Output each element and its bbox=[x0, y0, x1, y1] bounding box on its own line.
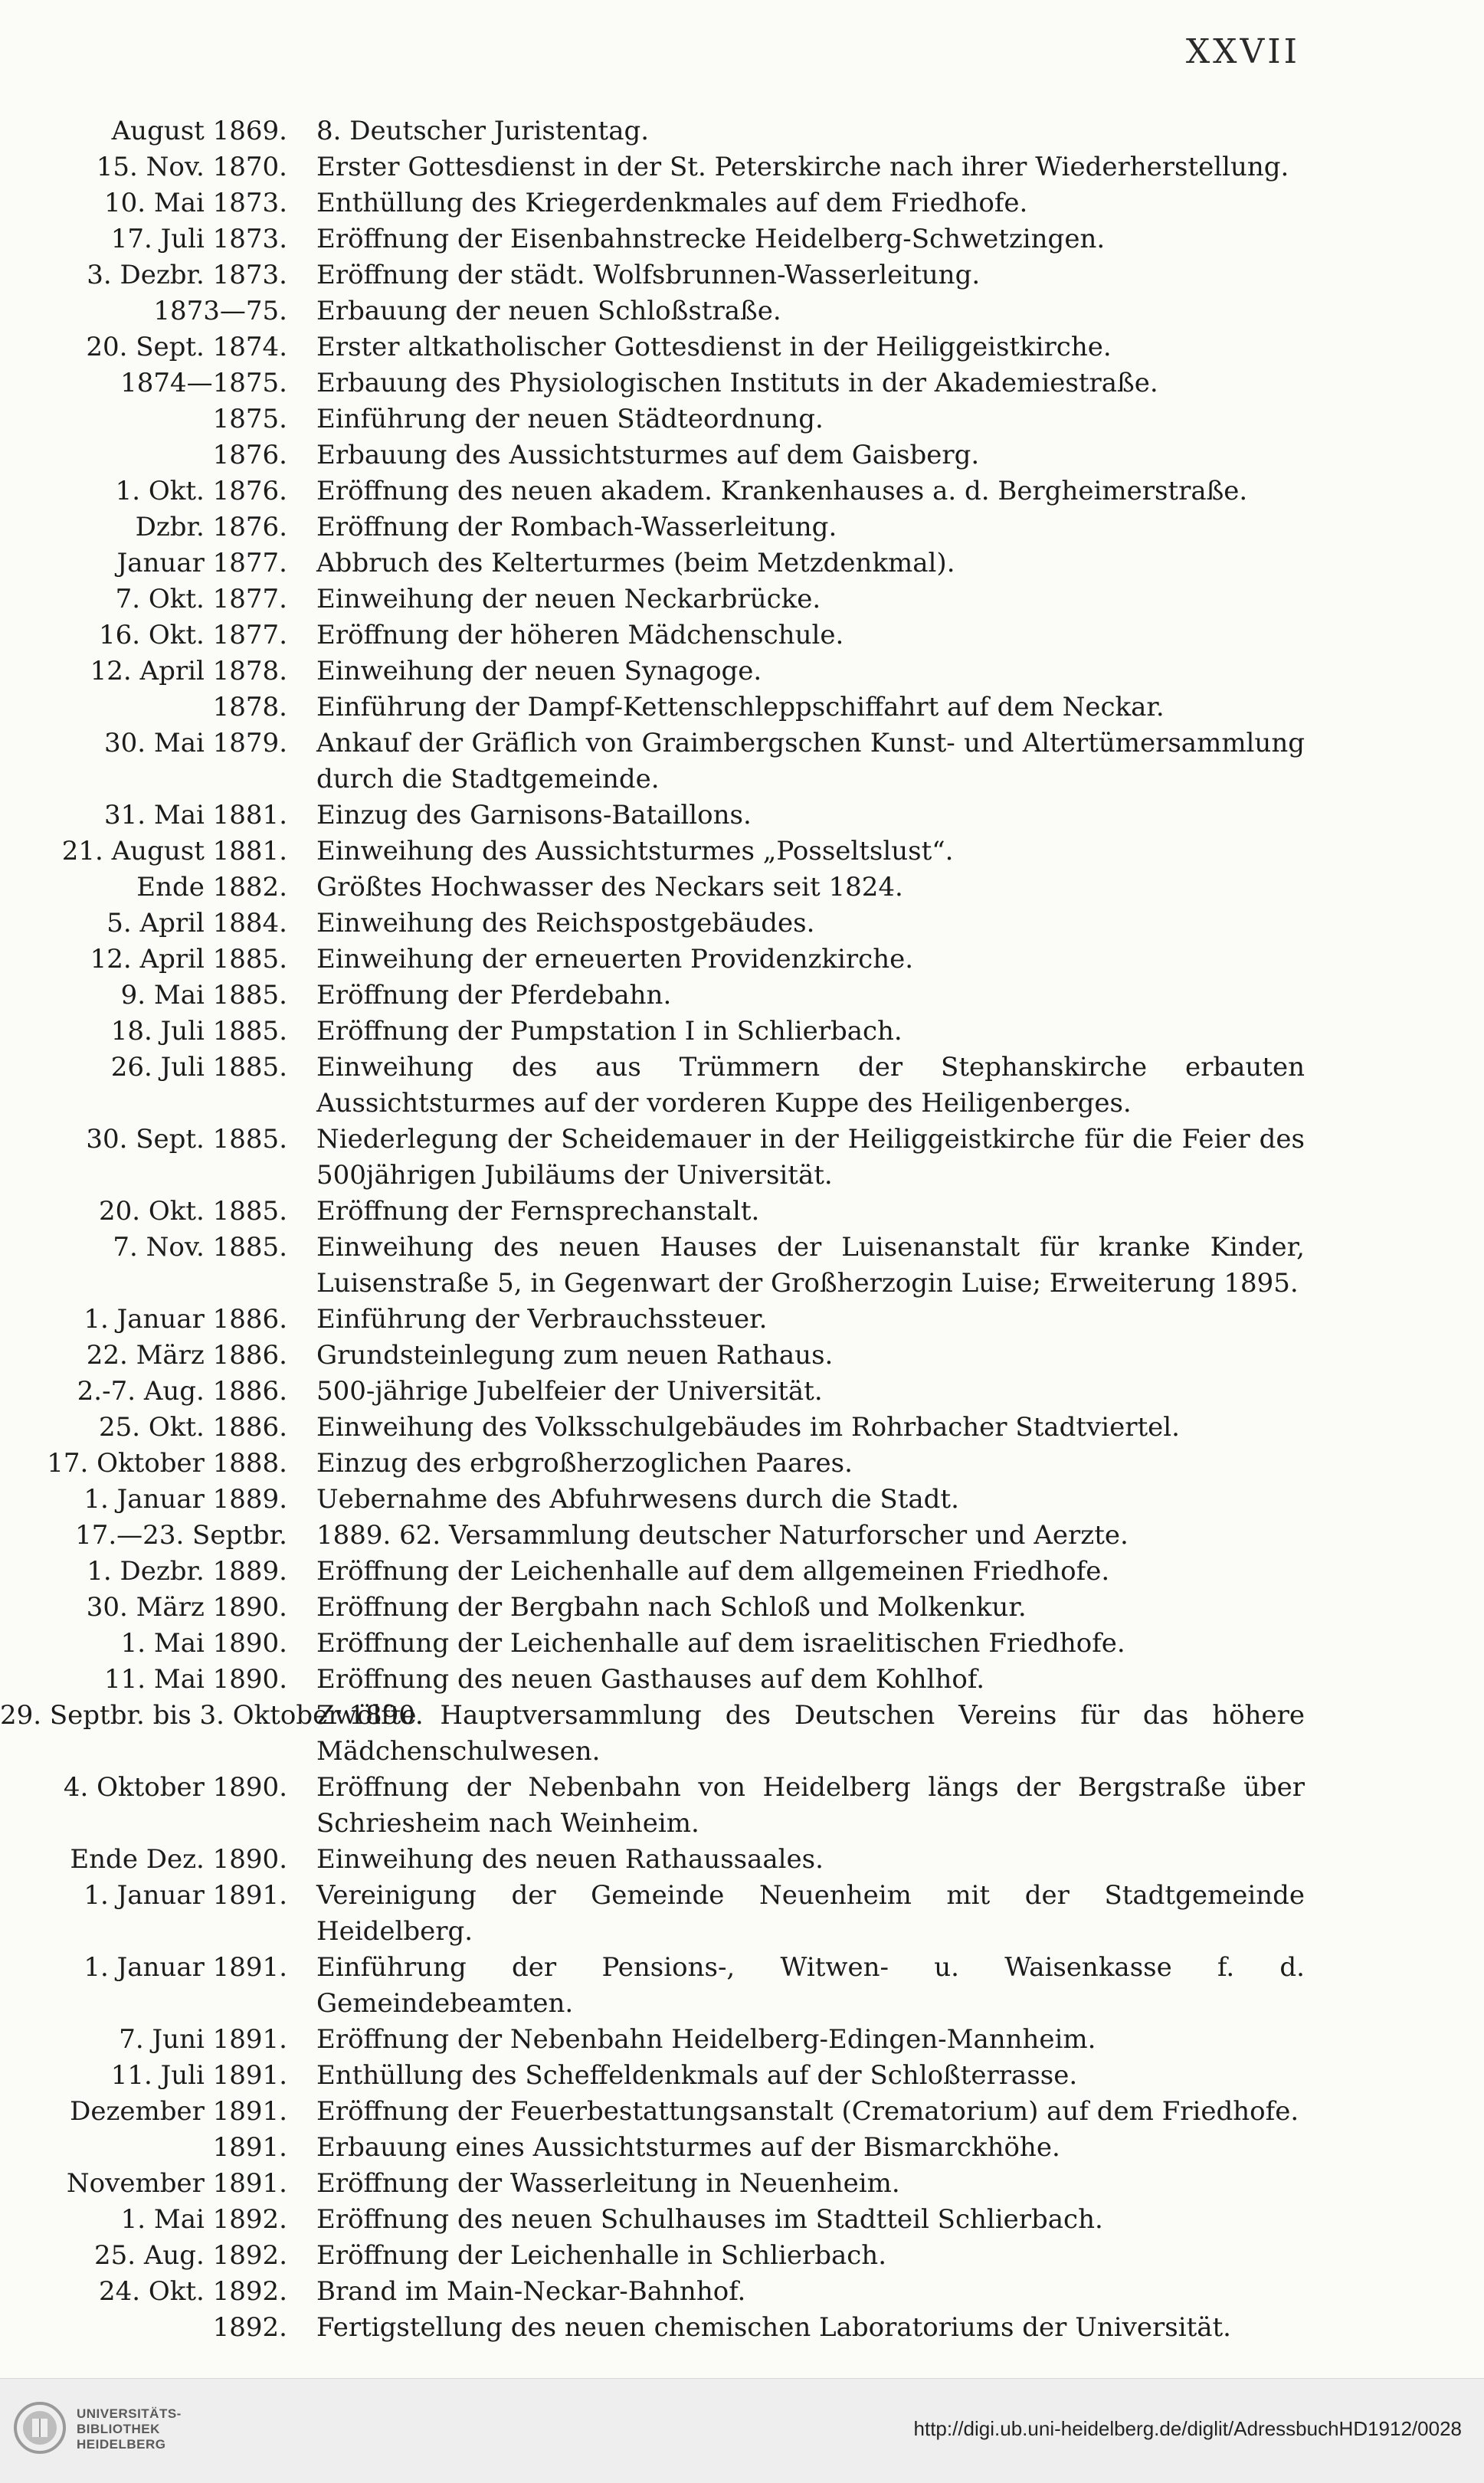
chronicle-entry bbox=[0, 2094, 1484, 2130]
entry-date: 17. Juli 1873. bbox=[110, 224, 287, 254]
entry-text: Eröffnung der Nebenbahn Heidelberg-Edingen-Mannheim. bbox=[316, 2024, 1096, 2055]
chronicle-entry bbox=[0, 221, 1484, 257]
entry-text: Eröffnung der Nebenbahn von Heidelberg längs der Bergstraße über Schriesheim nach Weinheim. bbox=[316, 1772, 1305, 1839]
entry-text: Eröffnung der Feuerbestattungsanstalt (Crematorium) auf dem Friedhofe. bbox=[316, 2096, 1299, 2127]
chronicle-entry bbox=[0, 2310, 1484, 2346]
entry-date: November 1891. bbox=[66, 2168, 287, 2199]
entry-date: 31. Mai 1881. bbox=[104, 800, 287, 830]
chronicle-list bbox=[0, 113, 1484, 2346]
chronicle-entry bbox=[0, 942, 1484, 978]
chronicle-entry bbox=[0, 1554, 1484, 1590]
chronicle-entry bbox=[0, 329, 1484, 365]
chronicle-entry bbox=[0, 690, 1484, 726]
entry-date: 30. Sept. 1885. bbox=[86, 1124, 287, 1155]
entry-text: Eröffnung des neuen Gasthauses auf dem Kohlhof. bbox=[316, 1664, 985, 1695]
chronicle-entry bbox=[0, 870, 1484, 906]
chronicle-entry bbox=[0, 1410, 1484, 1446]
entry-date: 20. Okt. 1885. bbox=[99, 1196, 287, 1227]
entry-text: Enthüllung des Kriegerdenkmales auf dem Friedhofe. bbox=[316, 188, 1028, 218]
chronicle-entry bbox=[0, 1230, 1484, 1302]
library-logo[interactable] bbox=[12, 2399, 185, 2460]
entry-text: Einführung der Pensions-, Witwen- u. Waisenkasse f. d. Gemeindebeamten. bbox=[316, 1952, 1305, 2019]
chronicle-entry bbox=[0, 2166, 1484, 2202]
entry-text: Einführung der neuen Städteordnung. bbox=[316, 404, 824, 434]
entry-text: Grundsteinlegung zum neuen Rathaus. bbox=[316, 1340, 834, 1371]
chronicle-entry bbox=[0, 906, 1484, 942]
page-number: XXVII bbox=[1185, 32, 1300, 71]
chronicle-entry bbox=[0, 2238, 1484, 2274]
entry-text: Eröffnung des neuen akadem. Krankenhauses a. d. Bergheimerstraße. bbox=[316, 476, 1248, 506]
chronicle-entry bbox=[0, 1770, 1484, 1842]
entry-text: Einweihung des Reichspostgebäudes. bbox=[316, 908, 815, 938]
entry-text: Eröffnung der Leichenhalle in Schlierbach. bbox=[316, 2240, 886, 2271]
chronicle-entry bbox=[0, 654, 1484, 690]
entry-date: 10. Mai 1873. bbox=[104, 188, 287, 218]
chronicle-entry bbox=[0, 2274, 1484, 2310]
chronicle-entry bbox=[0, 1626, 1484, 1662]
entry-date: 4. Oktober 1890. bbox=[63, 1772, 287, 1803]
entry-date: Januar 1877. bbox=[116, 548, 287, 578]
entry-text: Eröffnung der Eisenbahnstrecke Heidelberg-Schwetzingen. bbox=[316, 224, 1106, 254]
entry-date: Dzbr. 1876. bbox=[135, 512, 287, 542]
entry-date: 3. Dezbr. 1873. bbox=[87, 260, 287, 290]
entry-text: Einweihung des aus Trümmern der Stephanskirche erbauten Aussichtsturmes auf der vorderen Kuppe des Heiligenberges. bbox=[316, 1052, 1305, 1119]
entry-date: 1876. bbox=[212, 440, 287, 470]
entry-date: 25. Okt. 1886. bbox=[99, 1412, 287, 1443]
chronicle-entry bbox=[0, 1950, 1484, 2022]
chronicle-entry bbox=[0, 2058, 1484, 2094]
entry-date: 16. Okt. 1877. bbox=[99, 620, 287, 650]
entry-date: 1892. bbox=[212, 2312, 287, 2343]
entry-text: Einzug des Garnisons-Bataillons. bbox=[316, 800, 752, 830]
entry-date: 1. Januar 1891. bbox=[84, 1880, 287, 1911]
chronicle-entry bbox=[0, 581, 1484, 617]
chronicle-entry bbox=[0, 1878, 1484, 1950]
source-url-link[interactable]: http://digi.ub.uni-heidelberg.de/diglit/AdressbuchHD1912/0028 bbox=[913, 2417, 1462, 2440]
entry-text: Ankauf der Gräflich von Graimbergschen Kunst- und Altertümersammlung durch die Stadtgemeinde. bbox=[316, 728, 1305, 794]
entry-text: Erster altkatholischer Gottesdienst in der Heiliggeistkirche. bbox=[316, 332, 1112, 362]
entry-text: Eröffnung des neuen Schulhauses im Stadtteil Schlierbach. bbox=[316, 2204, 1103, 2235]
footer-bar bbox=[0, 2378, 1484, 2483]
entry-date: 1. Mai 1890. bbox=[120, 1628, 287, 1659]
entry-date: Dezember 1891. bbox=[70, 2096, 287, 2127]
entry-date: 7. Nov. 1885. bbox=[113, 1232, 287, 1263]
chronicle-entry bbox=[0, 726, 1484, 798]
entry-text: Eröffnung der Fernsprechanstalt. bbox=[316, 1196, 760, 1227]
entry-date: 29. Septbr. bis 3. Oktober 1890. bbox=[0, 1700, 424, 1731]
chronicle-entry bbox=[0, 1590, 1484, 1626]
entry-date: 1. Januar 1889. bbox=[84, 1484, 287, 1515]
chronicle-entry bbox=[0, 1518, 1484, 1554]
chronicle-entry bbox=[0, 1482, 1484, 1518]
entry-text: Enthüllung des Scheffeldenkmals auf der Schloßterrasse. bbox=[316, 2060, 1078, 2091]
entry-text: Erbauung des Physiologischen Instituts in der Akademiestraße. bbox=[316, 368, 1158, 398]
chronicle-entry bbox=[0, 1194, 1484, 1230]
entry-text: Einführung der Dampf-Kettenschleppschiffahrt auf dem Neckar. bbox=[316, 692, 1165, 722]
entry-date: 1. Januar 1886. bbox=[84, 1304, 287, 1335]
entry-date: 1. Dezbr. 1889. bbox=[87, 1556, 287, 1587]
entry-date: 11. Mai 1890. bbox=[104, 1664, 287, 1695]
entry-text: Eröffnung der Leichenhalle auf dem israelitischen Friedhofe. bbox=[316, 1628, 1125, 1659]
entry-date: Ende 1882. bbox=[136, 872, 287, 902]
chronicle-entry bbox=[0, 149, 1484, 185]
entry-text: Uebernahme des Abfuhrwesens durch die Stadt. bbox=[316, 1484, 959, 1515]
chronicle-entry bbox=[0, 437, 1484, 473]
chronicle-entry bbox=[0, 1446, 1484, 1482]
library-seal-icon bbox=[12, 2399, 67, 2460]
entry-text: Eröffnung der Rombach-Wasserleitung. bbox=[316, 512, 837, 542]
entry-text: Vereinigung der Gemeinde Neuenheim mit der Stadtgemeinde Heidelberg. bbox=[316, 1880, 1305, 1947]
entry-date: 7. Juni 1891. bbox=[119, 2024, 287, 2055]
entry-text: Einweihung des neuen Hauses der Luisenanstalt für kranke Kinder, Luisenstraße 5, in Gegenwart der Großherzogin Luise; Erweiterung 1895. bbox=[316, 1232, 1305, 1299]
entry-date: 1874—1875. bbox=[120, 368, 287, 398]
entry-text: Eröffnung der städt. Wolfsbrunnen-Wasserleitung. bbox=[316, 260, 981, 290]
chronicle-entry bbox=[0, 1662, 1484, 1698]
entry-date: 26. Juli 1885. bbox=[110, 1052, 287, 1083]
entry-text: Brand im Main-Neckar-Bahnhof. bbox=[316, 2276, 746, 2307]
entry-date: 5. April 1884. bbox=[106, 908, 287, 938]
entry-text: Fertigstellung des neuen chemischen Laboratoriums der Universität. bbox=[316, 2312, 1231, 2343]
chronicle-entry bbox=[0, 509, 1484, 545]
entry-text: Erster Gottesdienst in der St. Peterskirche nach ihrer Wiederherstellung. bbox=[316, 152, 1289, 182]
chronicle-entry bbox=[0, 2130, 1484, 2166]
chronicle-entry bbox=[0, 978, 1484, 1014]
entry-text: Größtes Hochwasser des Neckars seit 1824. bbox=[316, 872, 903, 902]
chronicle-entry bbox=[0, 1122, 1484, 1194]
chronicle-entry bbox=[0, 2202, 1484, 2238]
entry-date: 1. Okt. 1876. bbox=[115, 476, 287, 506]
entry-text: Einweihung des Aussichtsturmes „Posseltslust“. bbox=[316, 836, 954, 866]
entry-date: 1. Mai 1892. bbox=[120, 2204, 287, 2235]
chronicle-entry bbox=[0, 1338, 1484, 1374]
chronicle-entry bbox=[0, 1302, 1484, 1338]
entry-date: 20. Sept. 1874. bbox=[86, 332, 287, 362]
entry-date: 1891. bbox=[212, 2132, 287, 2163]
entry-date: 17.—23. Septbr. bbox=[75, 1520, 287, 1551]
chronicle-entry bbox=[0, 257, 1484, 293]
chronicle-entry bbox=[0, 1014, 1484, 1050]
entry-text: Abbruch des Kelterturmes (beim Metzdenkmal). bbox=[316, 548, 955, 578]
chronicle-entry bbox=[0, 545, 1484, 581]
chronicle-entry bbox=[0, 2022, 1484, 2058]
entry-date: 15. Nov. 1870. bbox=[96, 152, 287, 182]
entry-text: Einweihung der neuen Synagoge. bbox=[316, 656, 762, 686]
chronicle-entry bbox=[0, 473, 1484, 509]
entry-text: Einweihung des Volksschulgebäudes im Rohrbacher Stadtviertel. bbox=[316, 1412, 1180, 1443]
entry-text: Eröffnung der Wasserleitung in Neuenheim. bbox=[316, 2168, 900, 2199]
entry-date: 12. April 1885. bbox=[90, 944, 287, 975]
chronicle-entry bbox=[0, 293, 1484, 329]
chronicle-entry bbox=[0, 113, 1484, 149]
entry-date: 1. Januar 1891. bbox=[84, 1952, 287, 1983]
entry-date: 18. Juli 1885. bbox=[110, 1016, 287, 1047]
entry-text: Einweihung der neuen Neckarbrücke. bbox=[316, 584, 821, 614]
chronicle-entry bbox=[0, 798, 1484, 834]
chronicle-entry bbox=[0, 1050, 1484, 1122]
chronicle-entry bbox=[0, 1842, 1484, 1878]
entry-text: Eröffnung der Leichenhalle auf dem allgemeinen Friedhofe. bbox=[316, 1556, 1110, 1587]
chronicle-entry bbox=[0, 1698, 1484, 1770]
entry-date: 1873—75. bbox=[153, 296, 287, 326]
entry-text: Einzug des erbgroßherzoglichen Paares. bbox=[316, 1448, 853, 1479]
entry-date: 21. August 1881. bbox=[61, 836, 287, 866]
entry-text: Eröffnung der Pferdebahn. bbox=[316, 980, 672, 1011]
entry-date: Ende Dez. 1890. bbox=[70, 1844, 287, 1875]
entry-date: 17. Oktober 1888. bbox=[47, 1448, 287, 1479]
entry-date: 1875. bbox=[212, 404, 287, 434]
entry-text: 8. Deutscher Juristentag. bbox=[316, 116, 650, 146]
entry-text: Zwölfte Hauptversammlung des Deutschen Vereins für das höhere Mädchenschulwesen. bbox=[316, 1700, 1305, 1767]
chronicle-entry bbox=[0, 834, 1484, 870]
entry-date: August 1869. bbox=[111, 116, 287, 146]
entry-text: Niederlegung der Scheidemauer in der Heiliggeistkirche für die Feier des 500jährigen Jubiläums der Universität. bbox=[316, 1124, 1305, 1191]
entry-text: 1889. 62. Versammlung deutscher Naturforscher und Aerzte. bbox=[316, 1520, 1129, 1551]
entry-date: 1878. bbox=[212, 692, 287, 722]
entry-text: Erbauung des Aussichtsturmes auf dem Gaisberg. bbox=[316, 440, 980, 470]
entry-text: Einweihung der erneuerten Providenzkirche. bbox=[316, 944, 914, 975]
entry-text: Eröffnung der Pumpstation I in Schlierbach. bbox=[316, 1016, 903, 1047]
chronicle-entry bbox=[0, 1374, 1484, 1410]
entry-date: 25. Aug. 1892. bbox=[93, 2240, 287, 2271]
entry-date: 30. Mai 1879. bbox=[104, 728, 287, 758]
entry-date: 12. April 1878. bbox=[90, 656, 287, 686]
chronicle-entry bbox=[0, 365, 1484, 401]
entry-date: 2.-7. Aug. 1886. bbox=[77, 1376, 287, 1407]
entry-date: 22. März 1886. bbox=[86, 1340, 287, 1371]
entry-date: 7. Okt. 1877. bbox=[115, 584, 287, 614]
entry-text: Einführung der Verbrauchssteuer. bbox=[316, 1304, 768, 1335]
entry-text: Einweihung des neuen Rathaussaales. bbox=[316, 1844, 824, 1875]
entry-date: 24. Okt. 1892. bbox=[99, 2276, 287, 2307]
library-name: UNIVERSITÄTS- BIBLIOTHEK HEIDELBERG bbox=[77, 2406, 182, 2452]
entry-text: Eröffnung der höheren Mädchenschule. bbox=[316, 620, 844, 650]
chronicle-entry bbox=[0, 185, 1484, 221]
entry-text: Erbauung eines Aussichtsturmes auf der Bismarckhöhe. bbox=[316, 2132, 1060, 2163]
entry-text: Eröffnung der Bergbahn nach Schloß und Molkenkur. bbox=[316, 1592, 1027, 1623]
chronicle-entry bbox=[0, 617, 1484, 654]
entry-date: 11. Juli 1891. bbox=[110, 2060, 287, 2091]
entry-date: 30. März 1890. bbox=[86, 1592, 287, 1623]
entry-text: Erbauung der neuen Schloßstraße. bbox=[316, 296, 781, 326]
entry-text: 500-jährige Jubelfeier der Universität. bbox=[316, 1376, 823, 1407]
chronicle-entry bbox=[0, 401, 1484, 437]
entry-date: 9. Mai 1885. bbox=[120, 980, 287, 1011]
